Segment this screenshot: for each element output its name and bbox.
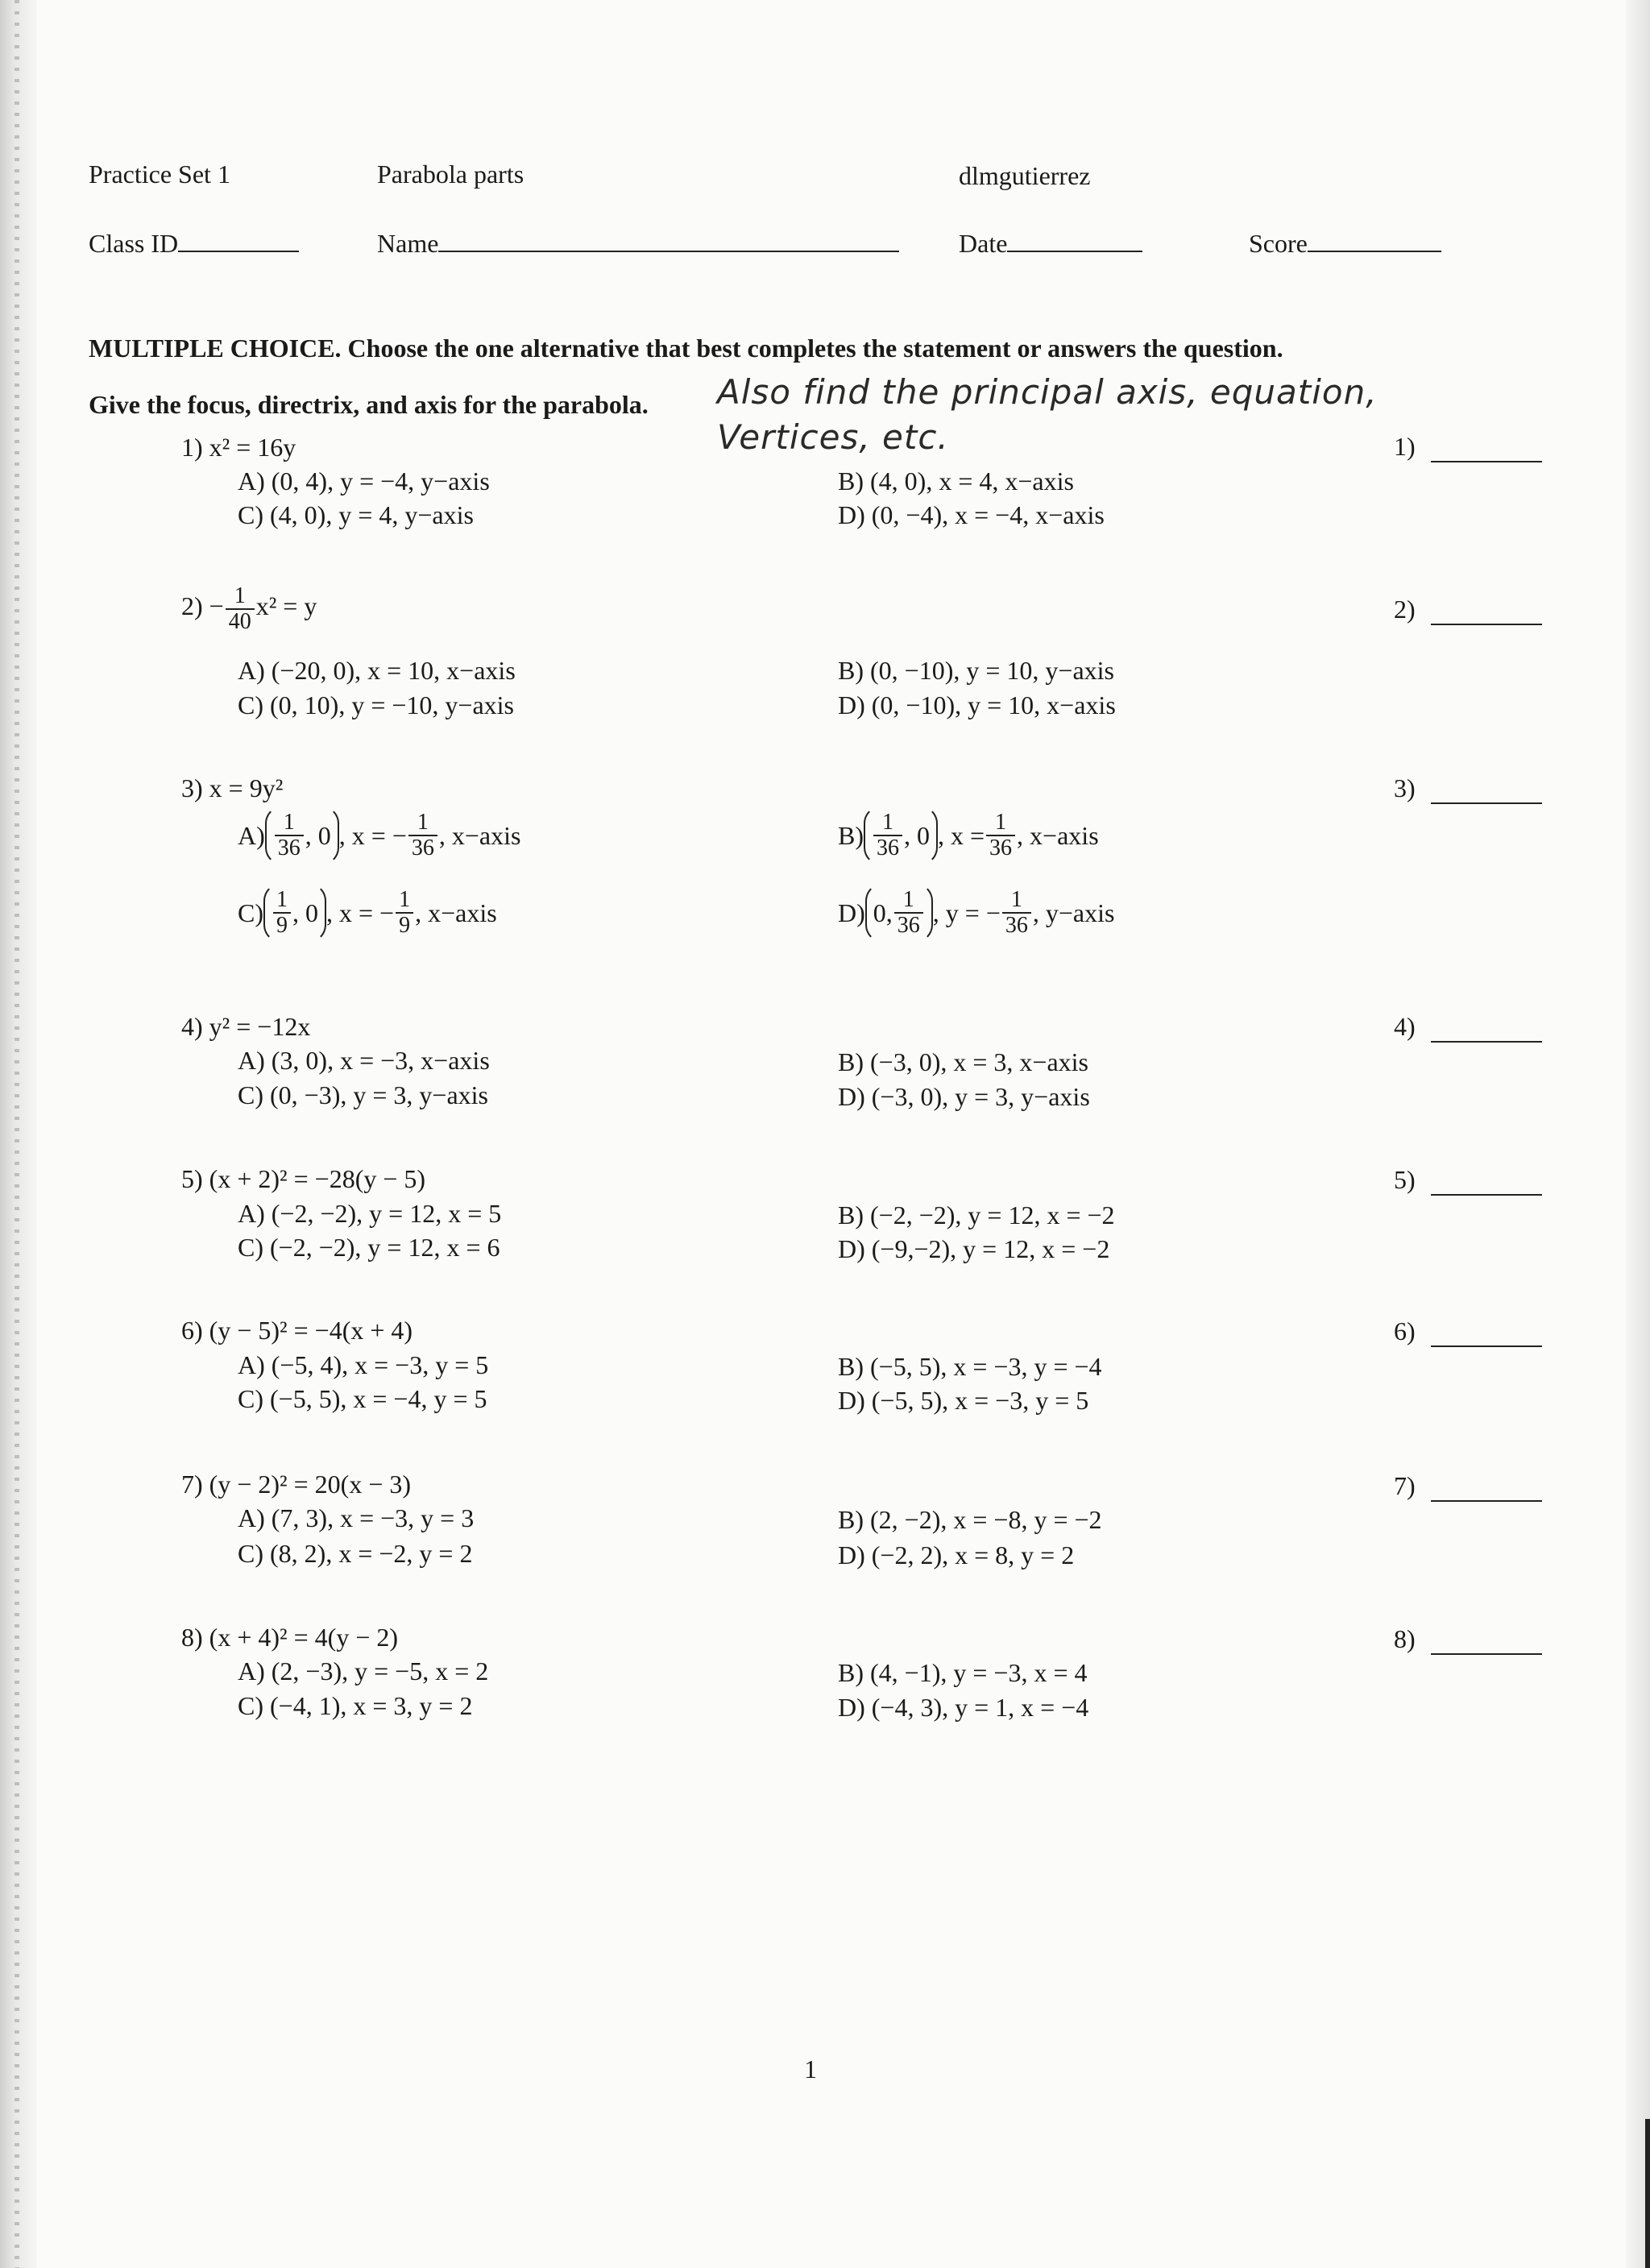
q3-c-point: $\frac{1}{9}$ , 0 <box>263 883 326 943</box>
q3-option-a: A) $\frac{1}{36}$ , 0 , x = − $\frac{1}{36}$ , x−axis <box>238 806 520 865</box>
q5-option-b: B) (−2, −2), y = 12, x = −2 <box>838 1200 1115 1229</box>
page-number: 1 <box>804 2054 817 2083</box>
q3-answer-blank[interactable] <box>1431 802 1542 804</box>
q2-stem-suffix: x² = y <box>255 591 317 620</box>
question-prompt: Give the focus, directrix, and axis for the parabola. <box>89 390 649 419</box>
handwritten-note-line2: Vertices, etc. <box>717 417 949 457</box>
scan-right-edge <box>1626 0 1650 2268</box>
date-field <box>959 227 1142 259</box>
q4-answer-blank[interactable] <box>1431 1041 1542 1043</box>
section-instructions: MULTIPLE CHOICE. Choose the one alternative that best completes the statement or answers the question. <box>89 334 1283 363</box>
question-8-stem: 8) (x + 4)² = 4(y − 2) <box>181 1623 399 1652</box>
question-2-stem <box>181 582 317 634</box>
q5-option-a: A) (−2, −2), y = 12, x = 5 <box>238 1199 502 1228</box>
q8-answer-blank[interactable] <box>1431 1653 1542 1655</box>
q5-answer-number: 5) <box>1394 1165 1416 1194</box>
q8-option-d: D) (−4, 3), y = 1, x = −4 <box>838 1693 1089 1722</box>
q7-option-d: D) (−2, 2), x = 8, y = 2 <box>838 1540 1075 1569</box>
score-field <box>1249 227 1441 259</box>
q4-option-d: D) (−3, 0), y = 3, y−axis <box>838 1082 1090 1111</box>
q3-answer-number: 3) <box>1394 773 1416 802</box>
q1-answer-blank[interactable] <box>1431 461 1542 462</box>
q6-answer-number: 6) <box>1394 1316 1416 1345</box>
class-id-label: Class ID <box>89 229 179 258</box>
q2-stem-prefix: 2) − <box>181 591 224 620</box>
q8-option-c: C) (−4, 1), x = 3, y = 2 <box>238 1691 473 1720</box>
question-3-stem: 3) x = 9y² <box>181 773 284 802</box>
q7-answer-blank[interactable] <box>1431 1500 1542 1502</box>
name-field <box>377 227 899 259</box>
q1-option-c: C) (4, 0), y = 4, y−axis <box>238 500 474 529</box>
q8-answer-number: 8) <box>1394 1624 1416 1653</box>
author-label: dlmgutierrez <box>959 161 1091 190</box>
scan-left-edge <box>0 0 37 2268</box>
q5-option-d: D) (−9,−2), y = 12, x = −2 <box>838 1234 1110 1263</box>
q6-answer-blank[interactable] <box>1431 1345 1542 1347</box>
q4-option-b: B) (−3, 0), x = 3, x−axis <box>838 1047 1088 1076</box>
practice-set-label: Practice Set 1 <box>89 160 230 189</box>
name-label: Name <box>377 229 439 258</box>
q4-option-c: C) (0, −3), y = 3, y−axis <box>238 1080 488 1109</box>
q7-option-a: A) (7, 3), x = −3, y = 3 <box>238 1503 475 1532</box>
q2-answer-blank[interactable] <box>1431 624 1542 625</box>
q6-option-d: D) (−5, 5), x = −3, y = 5 <box>838 1386 1089 1415</box>
question-7-stem: 7) (y − 2)² = 20(x − 3) <box>181 1470 412 1499</box>
q6-option-b: B) (−5, 5), x = −3, y = −4 <box>838 1352 1102 1381</box>
q2-answer-number: 2) <box>1394 595 1416 624</box>
question-4-stem: 4) y² = −12x <box>181 1012 311 1041</box>
q3-option-d: D) 0, $\frac{1}{36}$ , y = − $\frac{1}{36}$ , y−axis <box>838 883 1114 943</box>
topic-label: Parabola parts <box>377 160 524 189</box>
score-blank <box>1308 228 1441 252</box>
q5-option-c: C) (−2, −2), y = 12, x = 6 <box>238 1233 500 1262</box>
q1-option-a: A) (0, 4), y = −4, y−axis <box>238 466 490 495</box>
q1-option-b: B) (4, 0), x = 4, x−axis <box>838 466 1074 495</box>
q1-answer-number: 1) <box>1394 432 1416 461</box>
q6-option-c: C) (−5, 5), x = −4, y = 5 <box>238 1384 487 1413</box>
q7-option-c: C) (8, 2), x = −2, y = 2 <box>238 1539 473 1568</box>
question-1-stem: 1) x² = 16y <box>181 433 296 462</box>
name-blank <box>438 228 899 252</box>
q8-option-b: B) (4, −1), y = −3, x = 4 <box>838 1658 1088 1687</box>
q8-option-a: A) (2, −3), y = −5, x = 2 <box>238 1656 489 1685</box>
class-id-field <box>89 227 299 259</box>
handwritten-note-line1: Also find the principal axis, equation, <box>717 372 1378 412</box>
q2-option-a: A) (−20, 0), x = 10, x−axis <box>238 656 516 685</box>
scan-edge-mark <box>1645 2119 1650 2268</box>
q3-option-b: B) $\frac{1}{36}$ , 0 , x = $\frac{1}{36}$ , x−axis <box>838 806 1099 865</box>
q4-option-a: A) (3, 0), x = −3, x−axis <box>238 1046 490 1075</box>
q3-option-c: C) $\frac{1}{9}$ , 0 , x = − $\frac{1}{9}$ , x−axis <box>238 883 497 943</box>
q6-option-a: A) (−5, 4), x = −3, y = 5 <box>238 1350 489 1379</box>
class-id-blank <box>178 228 299 252</box>
q7-option-b: B) (2, −2), x = −8, y = −2 <box>838 1505 1102 1534</box>
q2-stem-fraction: $\frac{1}{40}$ <box>226 584 255 634</box>
date-label: Date <box>959 229 1008 258</box>
q7-answer-number: 7) <box>1394 1471 1416 1500</box>
q2-option-d: D) (0, −10), y = 10, x−axis <box>838 690 1116 719</box>
q3-a-point: $\frac{1}{36}$ , 0 <box>265 806 339 865</box>
question-6-stem: 6) (y − 5)² = −4(x + 4) <box>181 1316 413 1345</box>
q3-b-point: $\frac{1}{36}$ , 0 <box>864 806 938 865</box>
date-blank <box>1007 228 1142 252</box>
q5-answer-blank[interactable] <box>1431 1194 1542 1196</box>
question-5-stem: 5) (x + 2)² = −28(y − 5) <box>181 1164 426 1193</box>
q2-option-c: C) (0, 10), y = −10, y−axis <box>238 690 514 719</box>
q1-option-d: D) (0, −4), x = −4, x−axis <box>838 500 1105 529</box>
q2-option-b: B) (0, −10), y = 10, y−axis <box>838 656 1114 685</box>
q3-d-point: 0, $\frac{1}{36}$ <box>865 883 933 943</box>
score-label: Score <box>1249 229 1308 258</box>
q4-answer-number: 4) <box>1394 1012 1416 1041</box>
